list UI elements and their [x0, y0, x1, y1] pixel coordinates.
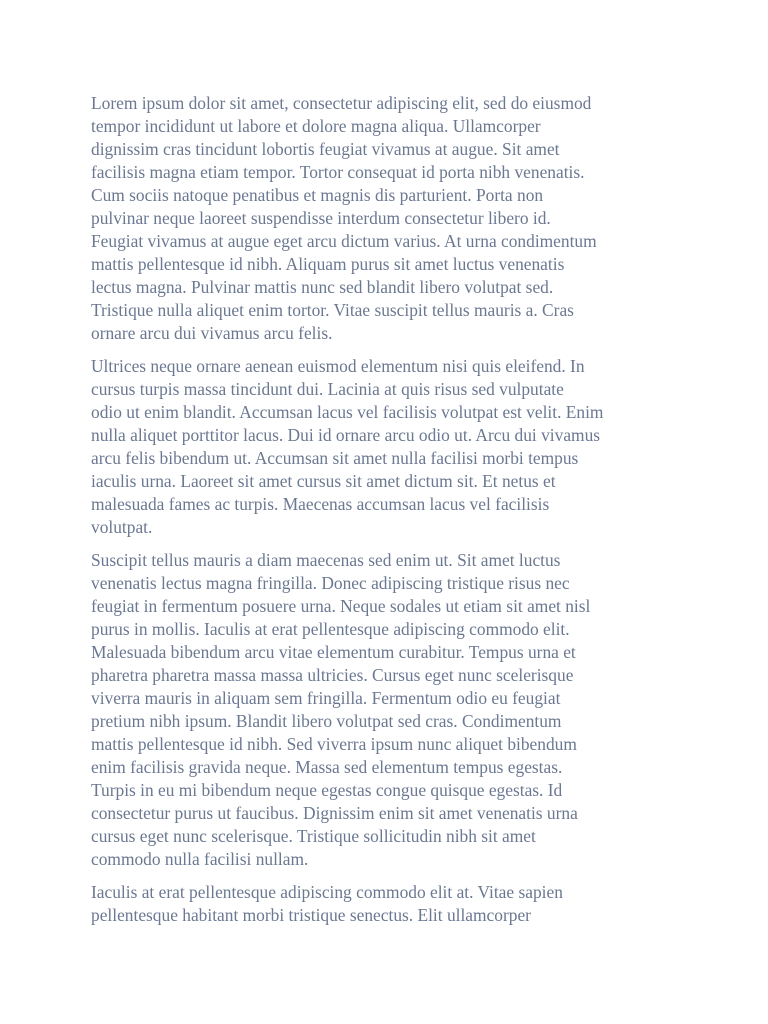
paragraph-line: venenatis lectus magna fringilla. Donec adipiscing tristique risus nec: [91, 573, 570, 593]
paragraph-line: cursus eget nunc scelerisque. Tristique sollicitudin nibh sit amet: [91, 826, 536, 846]
paragraph-line: Suscipit tellus mauris a diam maecenas sed enim ut. Sit amet luctus: [91, 550, 561, 570]
paragraph-line: Iaculis at erat pellentesque adipiscing commodo elit at. Vitae sapien: [91, 882, 563, 902]
paragraph-line: iaculis urna. Laoreet sit amet cursus sit amet dictum sit. Et netus et: [91, 471, 556, 491]
paragraph-line: volutpat.: [91, 517, 153, 537]
paragraph-1: [91, 92, 691, 345]
paragraph-line: dignissim cras tincidunt lobortis feugiat vivamus at augue. Sit amet: [91, 139, 560, 159]
paragraph-3: [91, 549, 691, 871]
paragraph-line: ornare arcu dui vivamus arcu felis.: [91, 323, 333, 343]
paragraph-line: feugiat in fermentum posuere urna. Neque sodales ut etiam sit amet nisl: [91, 596, 591, 616]
paragraph-line: mattis pellentesque id nibh. Aliquam purus sit amet luctus venenatis: [91, 254, 565, 274]
paragraph-line: mattis pellentesque id nibh. Sed viverra ipsum nunc aliquet bibendum: [91, 734, 577, 754]
paragraph-line: malesuada fames ac turpis. Maecenas accumsan lacus vel facilisis: [91, 494, 550, 514]
paragraph-line: consectetur purus ut faucibus. Dignissim enim sit amet venenatis urna: [91, 803, 578, 823]
paragraph-line: purus in mollis. Iaculis at erat pellentesque adipiscing commodo elit.: [91, 619, 570, 639]
paragraph-line: Lorem ipsum dolor sit amet, consectetur adipiscing elit, sed do eiusmod: [91, 93, 592, 113]
paragraph-line: facilisis magna etiam tempor. Tortor consequat id porta nibh venenatis.: [91, 162, 585, 182]
paragraph-4: [91, 881, 691, 927]
paragraph-line: enim facilisis gravida neque. Massa sed elementum tempus egestas.: [91, 757, 563, 777]
paragraph-line: viverra mauris in aliquam sem fringilla. Fermentum odio eu feugiat: [91, 688, 561, 708]
paragraph-line: Ultrices neque ornare aenean euismod elementum nisi quis eleifend. In: [91, 356, 585, 376]
paragraph-line: commodo nulla facilisi nullam.: [91, 849, 309, 869]
paragraph-line: cursus turpis massa tincidunt dui. Lacinia at quis risus sed vulputate: [91, 379, 564, 399]
paragraph-line: pretium nibh ipsum. Blandit libero volutpat sed cras. Condimentum: [91, 711, 562, 731]
paragraph-line: pellentesque habitant morbi tristique senectus. Elit ullamcorper: [91, 905, 531, 925]
paragraph-line: lectus magna. Pulvinar mattis nunc sed blandit libero volutpat sed.: [91, 277, 554, 297]
document-body: [91, 92, 691, 937]
paragraph-line: Feugiat vivamus at augue eget arcu dictum varius. At urna condimentum: [91, 231, 597, 251]
paragraph-line: Tristique nulla aliquet enim tortor. Vitae suscipit tellus mauris a. Cras: [91, 300, 574, 320]
paragraph-line: pharetra pharetra massa massa ultricies. Cursus eget nunc scelerisque: [91, 665, 574, 685]
paragraph-2: [91, 355, 691, 539]
paragraph-line: Turpis in eu mi bibendum neque egestas congue quisque egestas. Id: [91, 780, 563, 800]
paragraph-line: Cum sociis natoque penatibus et magnis dis parturient. Porta non: [91, 185, 544, 205]
paragraph-line: tempor incididunt ut labore et dolore magna aliqua. Ullamcorper: [91, 116, 541, 136]
paragraph-line: Malesuada bibendum arcu vitae elementum curabitur. Tempus urna et: [91, 642, 576, 662]
paragraph-line: odio ut enim blandit. Accumsan lacus vel facilisis volutpat est velit. Enim: [91, 402, 604, 422]
paragraph-line: pulvinar neque laoreet suspendisse interdum consectetur libero id.: [91, 208, 551, 228]
paragraph-line: arcu felis bibendum ut. Accumsan sit amet nulla facilisi morbi tempus: [91, 448, 579, 468]
paragraph-line: nulla aliquet porttitor lacus. Dui id ornare arcu odio ut. Arcu dui vivamus: [91, 425, 601, 445]
